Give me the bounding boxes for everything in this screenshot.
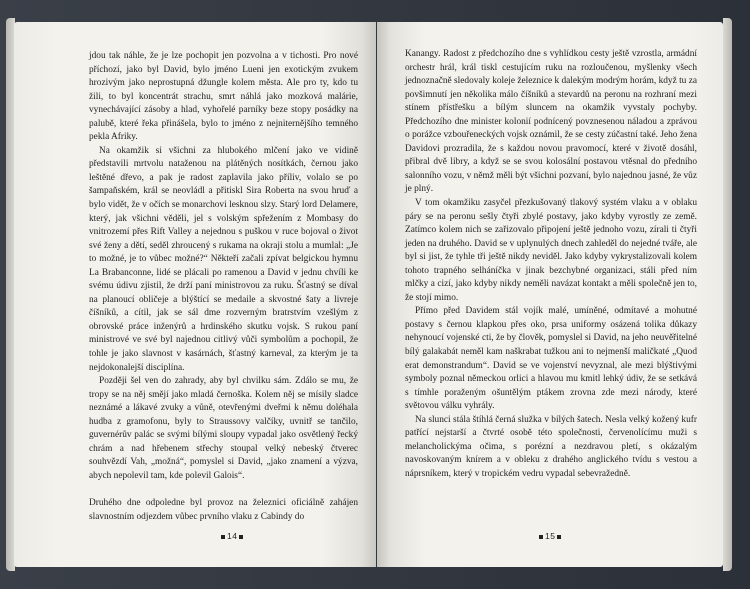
paragraph: Na slunci stála štíhlá černá služka v bílých šatech. Nesla velký kožený kufr patřící nejstarší a čtvrté osobě této společnosti, červenolícímu muži s melancholickýma očima, s porézní a nezdravou pletí, s okázalým navoskovaným knírem a v obleku z drahého anglického tvídu s vestou a náprsníkem, který v tropickém vedru vypadal sebevražedně. [405,414,697,479]
page-number: 15 [537,531,563,541]
square-ornament-icon [239,535,243,539]
paragraph: Později šel ven do zahrady, aby byl chvilku sám. Zdálo se mu, že tropy se na něj smějí jako mladá černoška. Kolem něj se mísily sladce neznámé a lákavé zvuky a vůně, otevřenými dveřmi k němu doléhala hudba z gramofonu, byly to Straussovy valčíky, uvnitř se tančilo, guvernérův palác se svými bílými sloupy vypadal jako osvětlený řecký chrám a nad hřebenem střechy stoupal velký nebeský čtverec souhvězdí Vah, „možná“, pomyslel si David, „jako znamení a výzva, abych nepolevil tam, kde polevil Galois“. [89,376,358,481]
right-page-edge [723,18,732,571]
left-page [14,22,376,567]
paragraph: V tom okamžiku zasyčel přezkušovaný tlakový systém vlaku a v oblaku páry se na peronu sešly čtyři zbylé postavy, jako kdyby vyrostly ze země. Zatímco kolem nich se zařizovalo připojení ještě jednoho vozu, zírali ti čtyři jeden na druhého. David se v uplynulých dnech zahleděl do nejedné tváře, ale byl si jist, že tyhle tři ještě nikdy neviděl. Jako kdyby vykrystalizovali kolem tohoto trapného selháníčka v jinak bezchybné organizaci, stáli před ním mlčky a cizí, jako kdyby nikdy neměli navázat kontakt a měli společně jen to, že stojí mimo. [405,198,697,303]
right-page [377,22,723,567]
square-ornament-icon [221,535,225,539]
page-number: 14 [219,531,245,541]
paragraph: Přímo před Davidem stál vojík malé, umíněné, odmítavé a mohutné postavy s černou klapkou přes oko, prsa uniformy osázená tolika důkazy nehynoucí vojenské cti, že by člověk, pomyslel si David, na jeho neuvěřitelné bílý galakabát neměl kam naškrabat tužkou ani to nejmenší maličkaté „Quod erat demonstrandum“. David se ve vojenství nevyznal, ale mezi blýštivými symboly poznal německou orlici a hlavou mu kmitl lehký údiv, že se setkává s tímhle poraženým ošuntělým ptákem zrovna zde mezi národy, které světovou válku vyhrály. [405,306,697,412]
square-ornament-icon [539,535,543,539]
paragraph: jdou tak náhle, že je lze pochopit jen pozvolna a v tichosti. Pro nové příchozí, jako byl David, bylo jméno Lueni jen exotickým zvukem hrozivým jako neprostupná džungle kolem města. Ale pro ty, kdo tu žili, to byl koncentrát strachu, smrt náhlá jako mozková malárie, vynechávající zásoby a hlad, vyhořelé parníky beze stopy posádky na palubě, které řeka přinášela, bylo to jméno z nejniternějšího temného pekla Afriky. [89,51,358,143]
paragraph: Kanangy. Radost z předchozího dne s vyhlídkou cesty ještě vzrostla, armádní orchestr hrál, král tiskl cestujícím ruku na rozloučenou, myšlenky všech jednoznačně sledovaly koleje železnice k dalekým modrým horám, když tu za povšimnutí jen několika málo číšníků a stevardů na peronu na rozhraní mezi stínem přístřešku a bílým sluncem na okamžik vyvstaly pochyby. Předchozího dne minister kolonií podnícený povznesenou náladou a zprávou o porážce vzbouřeneckých vojsk oznámil, že se cesty zúčastní také. Jeho žena Davidovi prozradila, že s každou novou pravomocí, které v životě dosáhl, přibral dvě libry, a když se se svou kolosální postavou vtěsnal do předního salonního vozu, v němž měli být všichni pozvaní, bylo najednou jasné, že vůz je plný. [405,49,697,195]
paragraph: Na okamžik si všichni za hlubokého mlčení jako ve vidině představili mrtvolu nataženou na plátěných nosítkách, černou jako leštěné dřevo, a pak je radost zaplavila jako příliv, volalo se po šampaňském, král se neovládl a přitiskl Sira Roberta na svou hruď a bylo vidět, že v očích se monarchovi lesknou slzy. Starý lord Delamere, který, jak všichni věděli, jel s volským spřežením z Mombasy do vnitrozemí přes Rift Valley a nejednou s puškou v ruce bojoval o život své ženy a dětí, seděl zhroucený s rukama na okraji stolu a mumlal: „Je to možné, je to vůbec možné?“ Někteří začali zpívat belgickou hymnu La Brabanconne, lidé se plácali po ramenou a David v jednu chvíli ke svému údivu zjistil, že drží paní ministrovou za ruku. Šťastný se díval na planoucí obličeje a blýštící se medaile a skvostné šaty a livreje číšníků, a cítil, jak se sál dme rozverným bratrstvím vzešlým z obrovské práce inženýrů a hrdinského skutku vojsk. S rukou paní ministrové ve své byl najednou citlivý vůči symbolům a pochopil, že tohle je jako slavnost v kasárnách, šťastný karneval, za kterým je ta nejdokonalejší disciplína. [89,145,358,373]
square-ornament-icon [557,535,561,539]
paragraph: Druhého dne odpoledne byl provoz na železnici oficiálně zahájen slavnostním odjezdem vůbec prvního vlaku z Cabindy do [89,498,358,522]
right-page-text [405,48,697,482]
left-page-text [89,50,358,524]
